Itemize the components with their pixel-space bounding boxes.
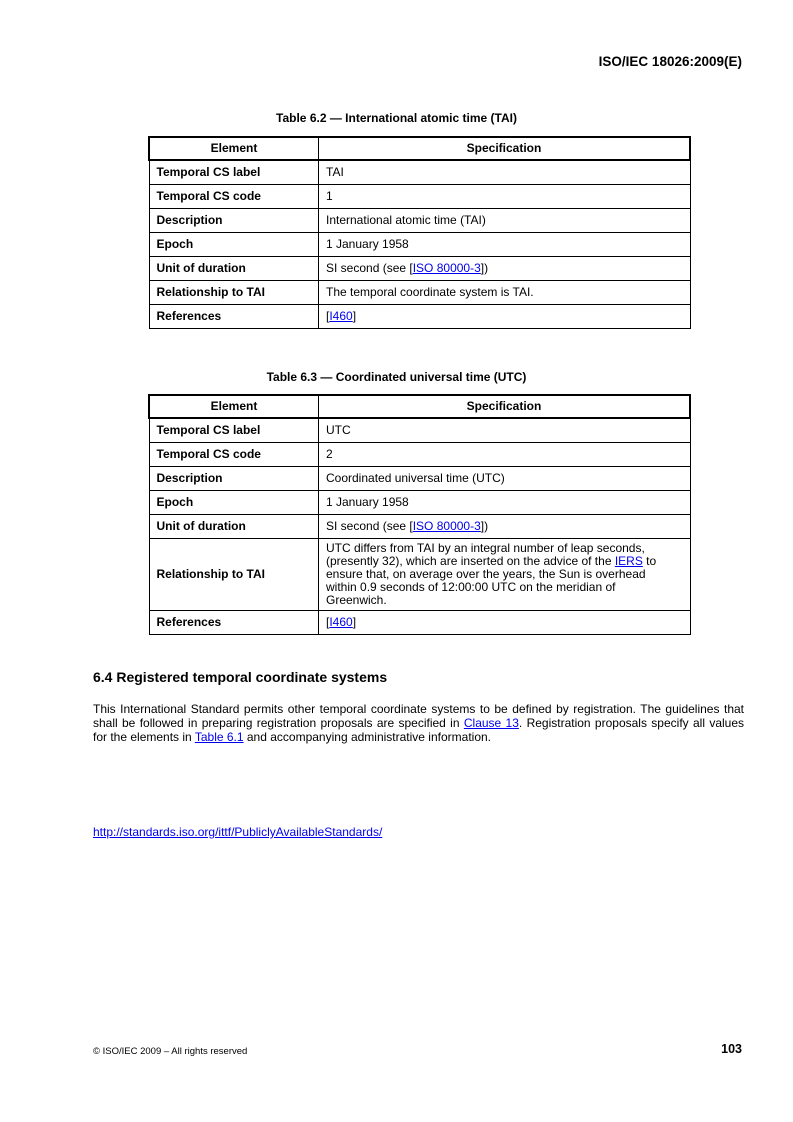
spec-cell: TAI [319,160,691,185]
element-cell: Epoch [149,233,319,257]
table-6-2 [148,136,691,329]
element-cell: Unit of duration [149,257,319,281]
spec-cell [319,539,691,611]
table-6-2-caption: Table 6.2 — International atomic time (TAI) [276,111,517,125]
element-cell: Relationship to TAI [149,281,319,305]
spec-text: ] [352,309,357,323]
element-cell: Relationship to TAI [149,539,319,611]
spec-text: SI second (see [ [326,261,413,275]
spec-cell: 1 [319,185,691,209]
copyright-notice: © ISO/IEC 2009 – All rights reserved [93,1046,248,1057]
table-row [149,281,690,305]
table-6-3-caption: Table 6.3 — Coordinated universal time (UTC) [266,370,527,384]
spec-text: [ [326,309,330,323]
i460-reference-link[interactable]: I460 [329,615,353,629]
table-row [149,233,690,257]
table-row [149,515,690,539]
table-row [149,185,690,209]
spec-text: [ [326,615,330,629]
page-number: 103 [721,1042,742,1056]
element-cell: References [149,611,319,635]
element-cell: Description [149,209,319,233]
spec-text: to ensure that, on average over the years, the Sun is overhead within 0.9 seconds of 12:00:00 UTC on the meridian of Greenwich. [326,554,657,607]
element-cell: Description [149,467,319,491]
column-header-element: Element [149,137,319,160]
column-header-specification: Specification [319,395,691,418]
column-header-element: Element [149,395,319,418]
table-6-1-link[interactable]: Table 6.1 [194,730,244,744]
i460-reference-link[interactable]: I460 [329,309,353,323]
spec-text: SI second (see [ [326,519,413,533]
iso-80000-3-link[interactable]: ISO 80000-3 [412,261,481,275]
section-heading: 6.4 Registered temporal coordinate systems [93,669,388,685]
spec-cell [319,257,691,281]
iso-80000-3-link[interactable]: ISO 80000-3 [412,519,481,533]
spec-cell: 1 January 1958 [319,233,691,257]
standards-url-link[interactable]: http://standards.iso.org/ittf/PubliclyAvailableStandards/ [93,825,383,839]
table-row [149,305,690,329]
column-header-specification: Specification [319,137,691,160]
table-row [149,160,690,185]
table-6-3 [148,394,691,635]
spec-cell [319,611,691,635]
element-cell: Temporal CS label [149,160,319,185]
document-id: ISO/IEC 18026:2009(E) [598,54,742,69]
paragraph-text: . Registration proposals specify all values for the elements in [93,716,745,744]
paragraph-text: and accompanying administrative information. [243,730,492,744]
table-row [149,539,690,611]
iers-link[interactable]: IERS [614,554,643,568]
section-paragraph [93,702,744,744]
table-row [149,443,690,467]
element-cell: Temporal CS code [149,185,319,209]
spec-cell: Coordinated universal time (UTC) [319,467,691,491]
spec-cell [319,515,691,539]
element-cell: Temporal CS label [149,418,319,443]
element-cell: Unit of duration [149,515,319,539]
table-row [149,418,690,443]
spec-cell: UTC [319,418,691,443]
spec-cell: 1 January 1958 [319,491,691,515]
table-row [149,491,690,515]
spec-cell: International atomic time (TAI) [319,209,691,233]
spec-cell [319,305,691,329]
table-row [149,209,690,233]
element-cell: Temporal CS code [149,443,319,467]
spec-text: UTC differs from TAI by an integral number of leap seconds, (presently 32), which are inserted on the advice of the [326,541,645,568]
table-row [149,257,690,281]
element-cell: References [149,305,319,329]
spec-text: ]) [480,519,489,533]
table-row [149,467,690,491]
table-row [149,611,690,635]
spec-text: ]) [480,261,489,275]
spec-cell: The temporal coordinate system is TAI. [319,281,691,305]
clause-13-link[interactable]: Clause 13 [463,716,519,730]
spec-text: ] [352,615,357,629]
element-cell: Epoch [149,491,319,515]
spec-cell: 2 [319,443,691,467]
paragraph-text: This International Standard permits other temporal coordinate systems to be defined by registration. The guidelines that shall be followed in preparing registration proposals are specified in [93,702,744,730]
